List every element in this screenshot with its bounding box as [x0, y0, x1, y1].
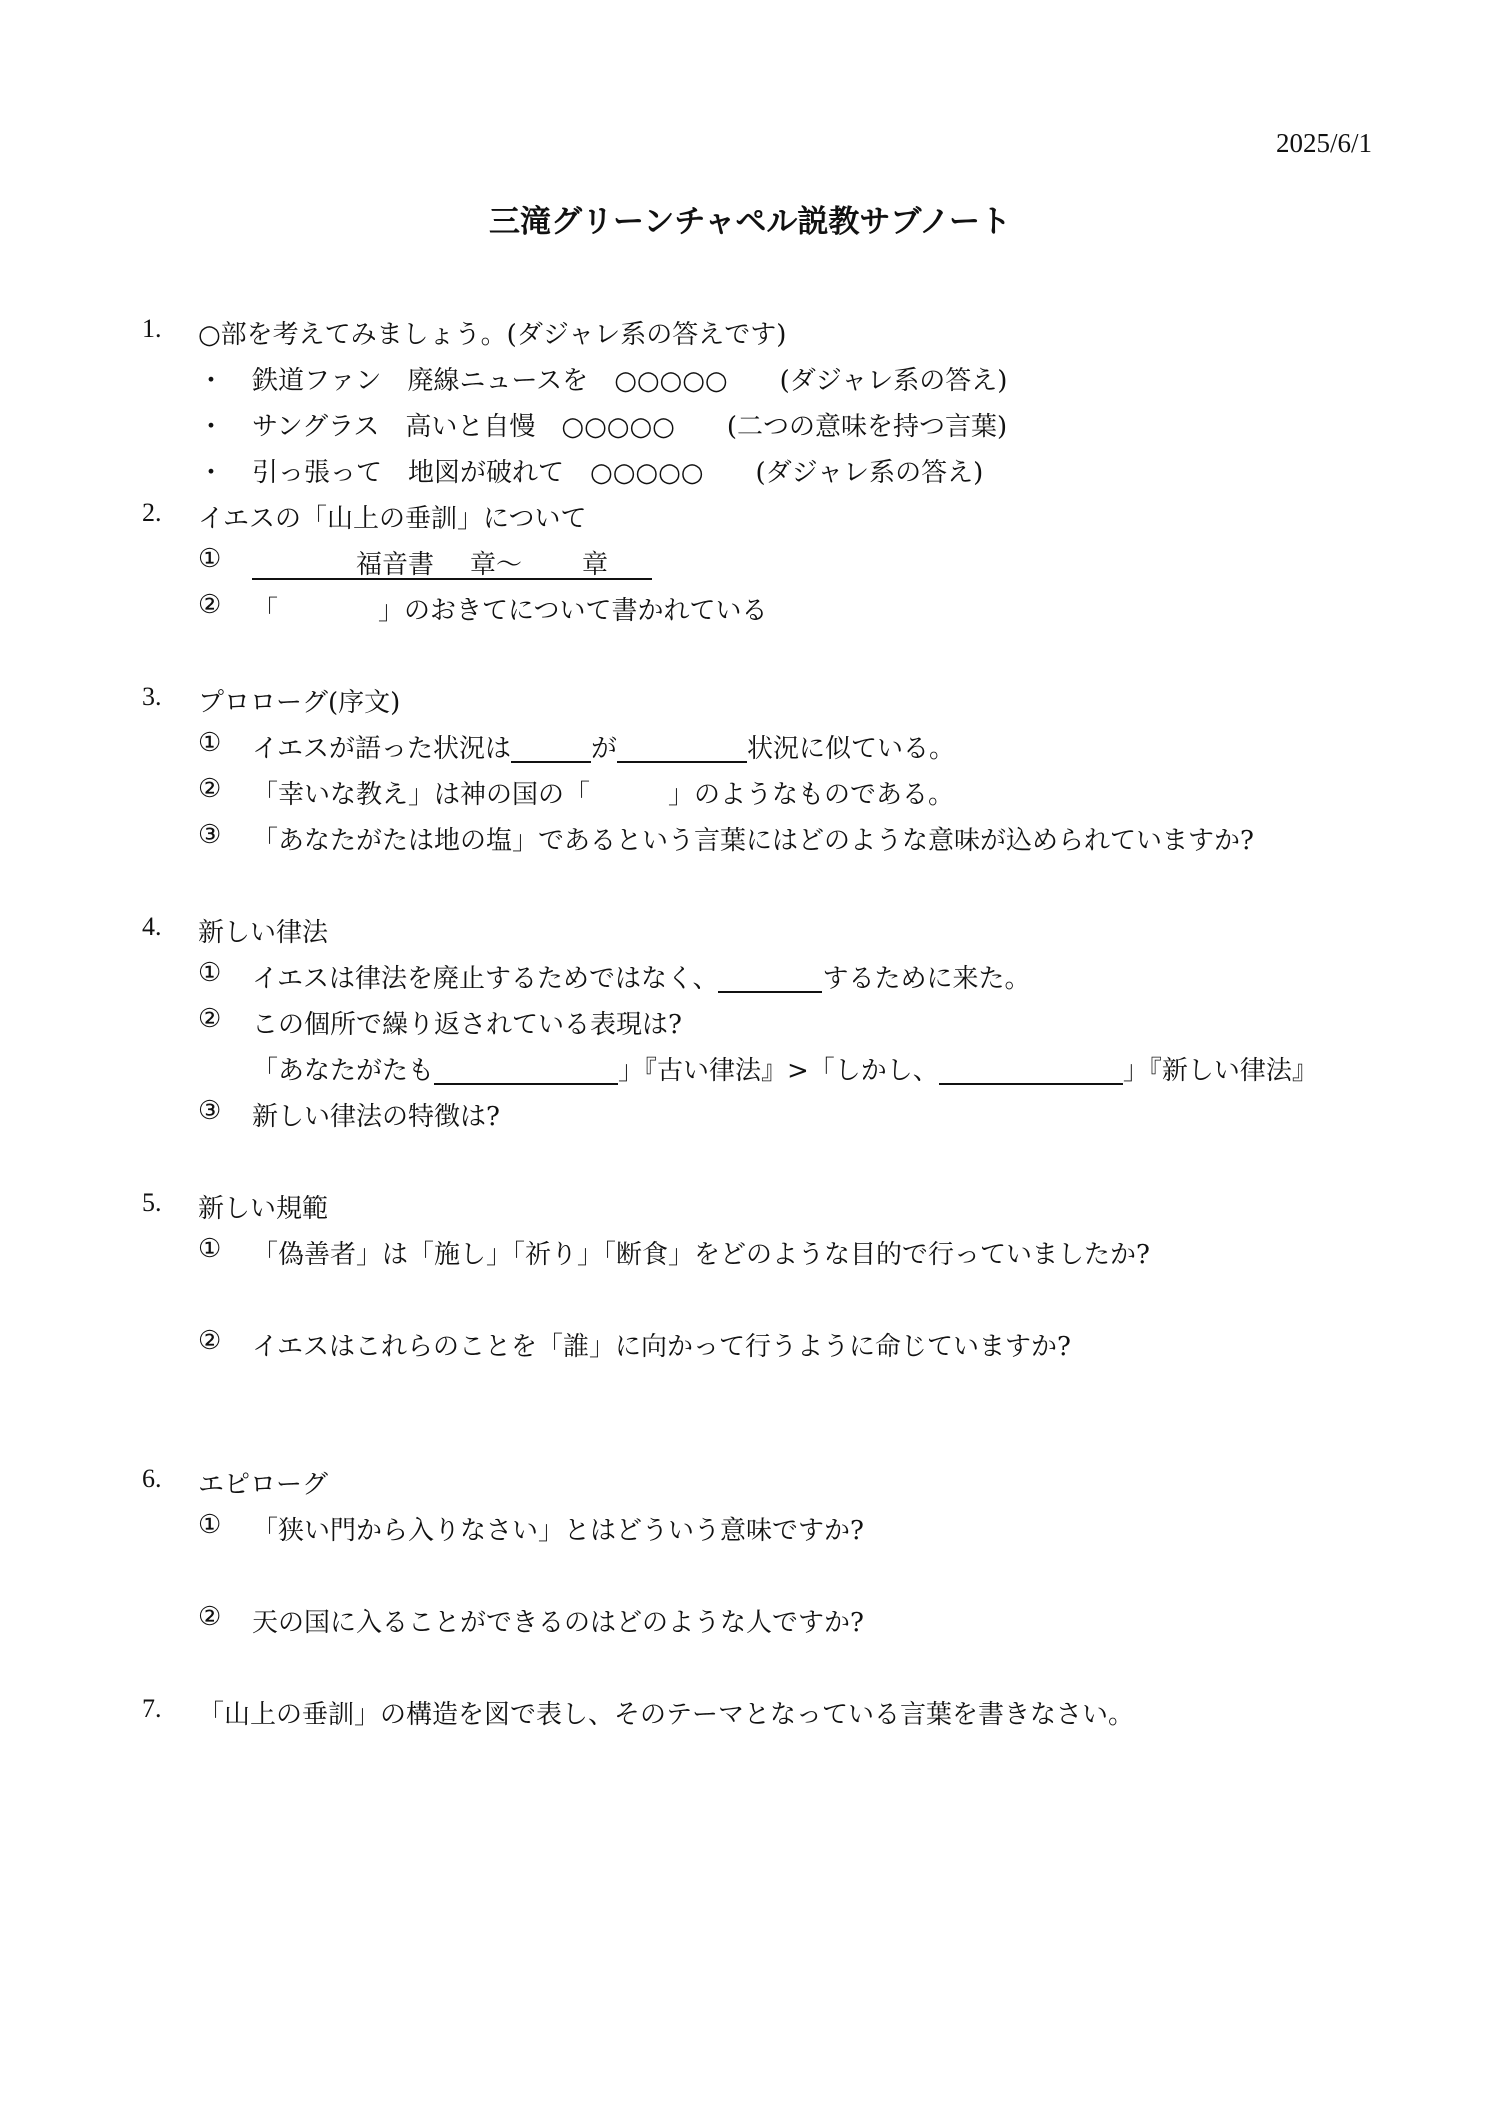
bullet: ・ — [198, 458, 225, 488]
section-1-number: 1. — [142, 314, 162, 343]
section-4-heading: 新しい律法 — [198, 918, 329, 948]
list-item: 「 」のおきてについて書かれている — [252, 596, 768, 626]
section-2-number: 2. — [142, 498, 162, 527]
circled-number: ② — [198, 590, 222, 620]
section-5-heading: 新しい規範 — [198, 1194, 329, 1224]
list-item: この個所で繰り返されている表現は? — [252, 1010, 682, 1040]
list-item: サングラス 高いと自慢 ○○○○○ (二つの意味を持つ言葉) — [252, 412, 1008, 442]
date: 2025/6/1 — [1275, 128, 1372, 158]
section-5-number: 5. — [142, 1188, 162, 1217]
section-2-heading: イエスの「山上の垂訓」について — [198, 504, 587, 534]
answer-blank — [511, 735, 591, 763]
list-item: 天の国に入ることができるのはどのような人ですか? — [252, 1608, 864, 1638]
circled-number: ③ — [198, 1096, 222, 1126]
answer-blank — [617, 735, 747, 763]
circled-number: ② — [198, 1326, 222, 1356]
section-3-number: 3. — [142, 682, 162, 711]
section-4-number: 4. — [142, 912, 162, 941]
circled-number: ② — [198, 1602, 222, 1632]
list-item: 引っ張って 地図が破れて ○○○○○ (ダジャレ系の答え) — [252, 458, 984, 488]
answer-blank — [718, 965, 822, 993]
section-3-heading: プロローグ(序文) — [198, 688, 401, 718]
list-item: イエスは律法を廃止するためではなく、 するために来た。 — [252, 964, 1031, 994]
page-title: 三滝グリーンチャペル説教サブノート — [488, 204, 1012, 240]
list-item: 「あなたがたも 」『古い律法』>「しかし、 」『新しい律法』 — [252, 1056, 1318, 1086]
circled-number: ① — [198, 1234, 222, 1264]
list-item: 「あなたがたは地の塩」であるという言葉にはどのような意味が込められていますか? — [252, 826, 1254, 856]
circled-number: ① — [198, 728, 222, 758]
section-7-heading: 「山上の垂訓」の構造を図で表し、そのテーマとなっている言葉を書きなさい。 — [198, 1700, 1135, 1730]
section-1-heading: ○部を考えてみましょう。(ダジャレ系の答えです) — [198, 320, 787, 350]
gospel-chapter-blank: 福音書 章〜 章 — [252, 544, 652, 580]
list-item: イエスが語った状況は が 状況に似ている。 — [252, 734, 955, 764]
circled-number: ② — [198, 774, 222, 804]
answer-blank — [939, 1057, 1123, 1085]
answer-blank — [434, 1057, 618, 1085]
circled-number: ① — [198, 958, 222, 988]
list-item: イエスはこれらのことを「誰」に向かって行うように命じていますか? — [252, 1332, 1071, 1362]
circled-number: ① — [198, 544, 222, 574]
list-item: 鉄道ファン 廃線ニュースを ○○○○○ (ダジャレ系の答え) — [252, 366, 1008, 396]
section-7-number: 7. — [142, 1694, 162, 1723]
list-item: 「狭い門から入りなさい」とはどういう意味ですか? — [252, 1516, 864, 1546]
circled-number: ② — [198, 1004, 222, 1034]
section-6-number: 6. — [142, 1464, 162, 1493]
list-item: 「偽善者」は「施し」「祈り」「断食」をどのような目的で行っていましたか? — [252, 1240, 1150, 1270]
list-item: 「幸いな教え」は神の国の「 」のようなものである。 — [252, 780, 955, 810]
circled-number: ① — [198, 1510, 222, 1540]
list-item: 新しい律法の特徴は? — [252, 1102, 500, 1132]
circled-number: ③ — [198, 820, 222, 850]
bullet: ・ — [198, 366, 225, 396]
section-6-heading: エピローグ — [198, 1470, 329, 1500]
bullet: ・ — [198, 412, 225, 442]
